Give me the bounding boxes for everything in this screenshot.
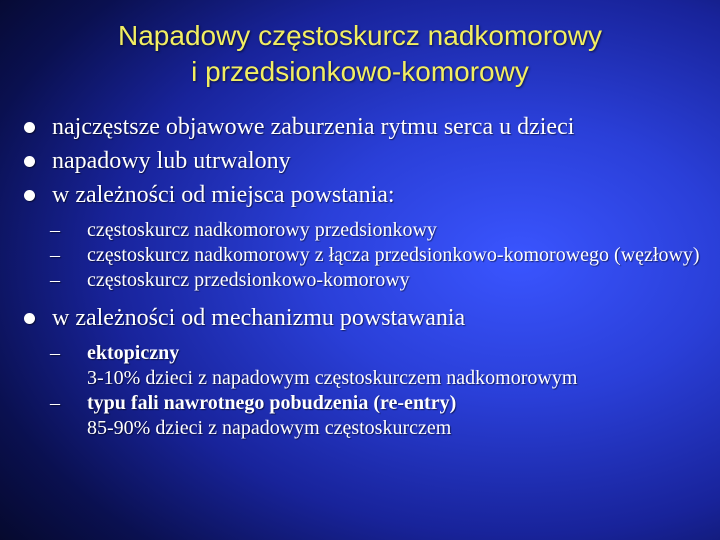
dash-icon: – [50,392,60,414]
bullet-item [22,178,712,212]
bullet-item [22,144,712,178]
sub-list-mechanism [22,341,712,441]
dash-icon: – [50,219,60,241]
bullet-text: w zależności od miejsca powstania: [52,182,395,208]
sub-item-text: częstoskurcz nadkomorowy z łącza przedsionkowo-komorowego (węzłowy) [87,244,700,266]
bullet-text: najczęstsze objawowe zaburzenia rytmu serca u dzieci [52,114,575,140]
bullet-text: napadowy lub utrwalony [52,148,291,174]
sub-item-detail: 3-10% dzieci z napadowym częstoskurczem nadkomorowym [87,367,578,389]
bullet-dot-icon [24,190,35,201]
sub-item-text: częstoskurcz nadkomorowy przedsionkowy [87,219,437,241]
slide-title [0,18,720,90]
dash-icon: – [50,244,60,266]
sub-item-text: częstoskurcz przedsionkowo-komorowy [87,269,410,291]
slide-content [22,110,712,449]
bullet-item [22,301,712,335]
sub-list-origin [22,218,712,293]
sub-item-detail: 85-90% dzieci z napadowym częstoskurczem [87,417,452,439]
sub-item [22,391,712,441]
dash-icon: – [50,269,60,291]
sub-item [22,218,712,243]
sub-item [22,243,712,268]
title-line-2: i przedsionkowo-komorowy [191,56,529,87]
dash-icon: – [50,342,60,364]
sub-item-heading: typu fali nawrotnego pobudzenia (re-entry) [87,392,457,414]
bullet-text: w zależności od mechanizmu powstawania [52,305,466,331]
bullet-dot-icon [24,156,35,167]
sub-item [22,268,712,293]
sub-item-heading: ektopiczny [87,342,180,364]
bullet-dot-icon [24,313,35,324]
bullet-item [22,110,712,144]
title-line-1: Napadowy częstoskurcz nadkomorowy [118,20,602,51]
bullet-dot-icon [24,122,35,133]
sub-item [22,341,712,391]
